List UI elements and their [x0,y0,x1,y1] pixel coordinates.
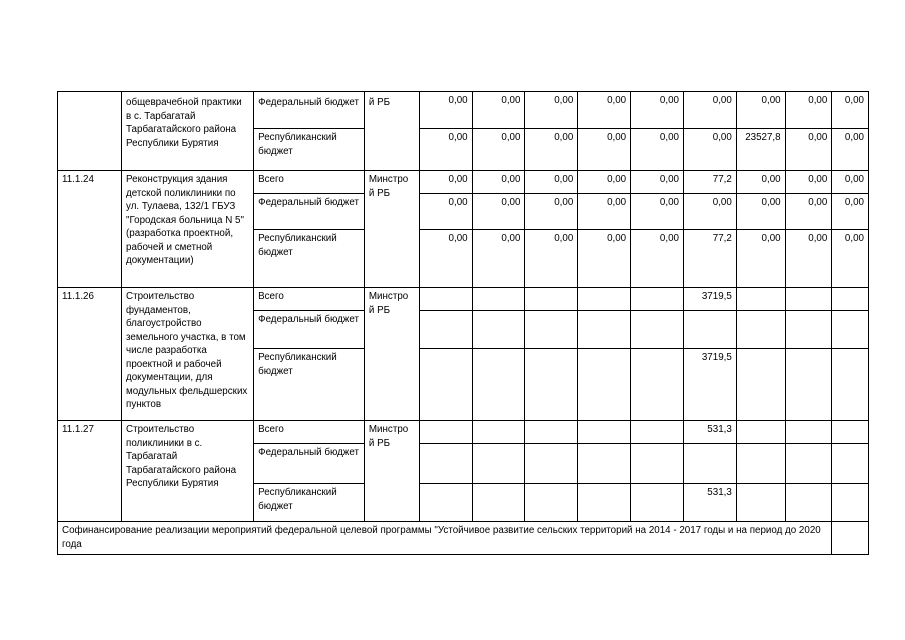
funding-source-cell: Федеральный бюджет [254,444,365,484]
value-cell [736,349,785,421]
table-row [58,522,869,555]
value-cell [472,349,525,421]
value-cell: 0,00 [785,171,832,194]
value-cell [631,349,684,421]
value-cell [525,288,578,311]
value-cell [472,421,525,444]
item-number-cell: 11.1.24 [58,171,122,288]
value-cell [525,444,578,484]
value-cell: 0,00 [736,92,785,129]
funding-source-cell: Всего [254,288,365,311]
value-cell: 0,00 [631,230,684,288]
item-description-cell: Строительство фундаментов, благоустройство земельного участка, в том числе разработка проектной и рабочей документации, для модульных фельдшерских пунктов [122,288,254,421]
value-cell: 0,00 [785,92,832,129]
value-cell: 0,00 [525,230,578,288]
value-cell [785,311,832,349]
value-cell [736,484,785,522]
item-description-cell: Реконструкция здания детской поликлиники по ул. Тулаева, 132/1 ГБУЗ "Городская больница N 5" (разработка проектной, рабочей и сметной документации) [122,171,254,288]
value-cell [525,484,578,522]
value-cell: 77,2 [683,230,736,288]
value-cell: 0,00 [419,230,472,288]
value-cell: 0,00 [736,230,785,288]
table-row [58,421,869,444]
value-cell: 0,00 [631,129,684,171]
value-cell [631,288,684,311]
value-cell [472,444,525,484]
funding-source-cell: Республиканский бюджет [254,129,365,171]
value-cell [419,288,472,311]
item-number-cell: 11.1.26 [58,288,122,421]
value-cell [525,349,578,421]
value-cell: 0,00 [419,129,472,171]
value-cell [419,311,472,349]
value-cell [631,421,684,444]
value-cell [785,421,832,444]
value-cell: 3719,5 [683,349,736,421]
value-cell: 0,00 [832,194,869,230]
value-cell [785,288,832,311]
value-cell [832,421,869,444]
value-cell: 531,3 [683,484,736,522]
executor-cell: й РБ [364,92,419,171]
value-cell [419,484,472,522]
value-cell: 0,00 [683,194,736,230]
funding-source-cell: Федеральный бюджет [254,194,365,230]
value-cell [419,421,472,444]
value-cell: 0,00 [525,92,578,129]
value-cell [736,421,785,444]
value-cell: 0,00 [419,171,472,194]
value-cell [472,484,525,522]
value-cell [419,444,472,484]
executor-cell: Минстро й РБ [364,421,419,522]
value-cell: 0,00 [683,92,736,129]
value-cell: 0,00 [736,171,785,194]
value-cell [683,444,736,484]
value-cell [736,288,785,311]
funding-source-cell: Республиканский бюджет [254,230,365,288]
value-cell [472,288,525,311]
value-cell: 0,00 [578,194,631,230]
funding-source-cell: Федеральный бюджет [254,92,365,129]
value-cell [578,311,631,349]
table-row [58,288,869,311]
value-cell: 0,00 [472,230,525,288]
value-cell [736,311,785,349]
value-cell: 0,00 [736,194,785,230]
value-cell: 77,2 [683,171,736,194]
empty-cell [832,522,869,555]
value-cell: 0,00 [785,230,832,288]
value-cell [832,484,869,522]
value-cell: 0,00 [472,171,525,194]
value-cell: 0,00 [525,129,578,171]
value-cell: 0,00 [631,194,684,230]
value-cell: 0,00 [578,92,631,129]
value-cell [832,288,869,311]
value-cell [785,444,832,484]
value-cell [525,421,578,444]
funding-source-cell: Республиканский бюджет [254,349,365,421]
value-cell: 0,00 [525,194,578,230]
value-cell: 0,00 [419,194,472,230]
value-cell [578,484,631,522]
value-cell [631,444,684,484]
item-description-cell: общеврачебной практики в с. Тарбагатай Тарбагатайского района Республики Бурятия [122,92,254,171]
funding-source-cell: Всего [254,171,365,194]
item-number-cell: 11.1.27 [58,421,122,522]
value-cell: 0,00 [631,171,684,194]
value-cell [419,349,472,421]
value-cell: 23527,8 [736,129,785,171]
executor-cell: Минстро й РБ [364,288,419,421]
value-cell [683,311,736,349]
item-description-cell: Строительство поликлиники в с. Тарбагатай Тарбагатайского района Республики Бурятия [122,421,254,522]
value-cell: 0,00 [832,230,869,288]
funding-source-cell: Всего [254,421,365,444]
value-cell: 0,00 [419,92,472,129]
value-cell: 0,00 [472,129,525,171]
value-cell: 0,00 [631,92,684,129]
value-cell: 0,00 [578,129,631,171]
budget-table [57,91,869,555]
value-cell: 0,00 [578,230,631,288]
value-cell: 0,00 [785,194,832,230]
item-number-cell [58,92,122,171]
value-cell [631,311,684,349]
value-cell: 0,00 [832,171,869,194]
table-row [58,92,869,129]
value-cell: 0,00 [578,171,631,194]
value-cell [472,311,525,349]
value-cell: 0,00 [832,129,869,171]
value-cell [832,349,869,421]
value-cell: 0,00 [525,171,578,194]
funding-source-cell: Федеральный бюджет [254,311,365,349]
table-row [58,171,869,194]
value-cell [578,349,631,421]
value-cell: 0,00 [472,92,525,129]
value-cell: 3719,5 [683,288,736,311]
value-cell [578,444,631,484]
value-cell: 0,00 [683,129,736,171]
funding-source-cell: Республиканский бюджет [254,484,365,522]
value-cell [578,288,631,311]
value-cell [525,311,578,349]
value-cell [736,444,785,484]
value-cell [832,444,869,484]
section-heading-cell: Софинансирование реализации мероприятий федеральной целевой программы "Устойчивое развитие сельских территорий на 2014 - 2017 годы и на период до 2020 года [58,522,832,555]
value-cell: 0,00 [785,129,832,171]
value-cell [832,311,869,349]
value-cell [578,421,631,444]
value-cell: 531,3 [683,421,736,444]
value-cell [631,484,684,522]
value-cell: 0,00 [472,194,525,230]
value-cell [785,349,832,421]
executor-cell: Минстро й РБ [364,171,419,288]
value-cell: 0,00 [832,92,869,129]
value-cell [785,484,832,522]
